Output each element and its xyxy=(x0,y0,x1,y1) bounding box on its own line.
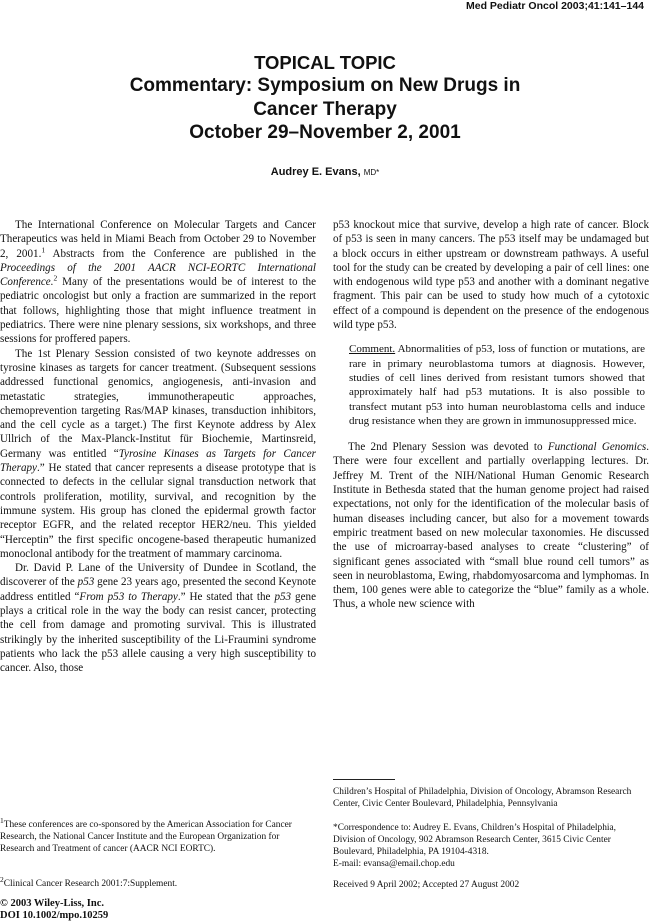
comment-label: Comment. xyxy=(349,343,396,356)
author-degree: MD* xyxy=(363,168,380,177)
copyright-line: © 2003 Wiley-Liss, Inc. xyxy=(0,898,105,909)
section-kicker: TOPICAL TOPIC xyxy=(254,52,396,73)
paragraph-second-plenary: The 2nd Plenary Session was devoted to Functional Genomics. There were four excellent and partially overlapping lectures. Dr. Jeffrey M. Trent of the NIH/National Human Genomic Research Institute in Bethesda stated that the human genome project had raised expectations, not only for the identification of the molecular basis of human diseases including cancer, but also for a movement towards empiric treatment based on new molecular taxonomies. He discussed the use of microarray-based analyses to create “clustering” of significant genes associated with “small blue round cell tumors” as seen in neuroblastoma, Ewing, rhabdomyosarcoma and lymphomas. In them, 100 genes were able to categorize the “blue” family as a whole. Thus, a whole new science with xyxy=(333,441,649,611)
copyright-block xyxy=(0,898,108,922)
paragraph-first-plenary: The 1st Plenary Session consisted of two keynote addresses on tyrosine kinases as targets for cancer treatment. (Subsequent sessions addressed functional genomics, angiogenesis, anti-invasion and metastatic strategies, immunotherapeutic approaches, chemoprevention targeting Ras/MAP kinases, transduction inhibitors, and the cell cycle as a target.) The first Keynote address by Alex Ullrich of the Max-Planck-Institut für Biochemie, Martinsreid, Germany was entitled “Tyrosine Kinases as Targets for Cancer Therapy.” He stated that cancer represents a disease prototype that is connected to defects in the cellular signal transduction network that controls proliferation, motility, survival, and recognition by the immune system. His group has cloned the epidermal growth factor receptor EGFR, and the related receptor HER2/neu. This yielded “Herceptin” the first specific oncogene-based therapeutic humanized monoclonal antibody for the treatment of mammary carcinoma. xyxy=(0,347,316,560)
paragraph-p53-keynote: Dr. David P. Lane of the University of Dundee in Scotland, the discoverer of the p53 gene 23 years ago, presented the second Keynote address entitled “From p53 to Therapy.” He stated that the p53 gene plays a critical role in the way the body can resist cancer, protecting the cell from damage and promoting survival. This is illustrated strikingly by the inherited susceptibility of the Li-Fraumini syndrome patients who lack the p53 allele causing a very high susceptibility to cancer. Also, those xyxy=(0,562,316,675)
correspondence-note: *Correspondence to: Audrey E. Evans, Children’s Hospital of Philadelphia, Division of Oncology, 902 Abramson Research Center, 3615 Civic Center Boulevard, Philadelphia, PA 19104-4318. E-mail: evansa@email.chop.edu xyxy=(333,822,649,870)
footnote-rule xyxy=(333,779,395,780)
title-line-2: Cancer Therapy xyxy=(253,98,397,120)
author-name: Audrey E. Evans, xyxy=(270,166,361,178)
footnote-2: $^2$Clinical Cancer Research 2001:7:Supplement. xyxy=(0,874,178,889)
doi-line: DOI 10.1002/mpo.10259 xyxy=(0,910,109,921)
email-address: E-mail: evansa@email.chop.edu xyxy=(333,859,455,869)
author-line xyxy=(0,166,650,178)
paragraph-p53-continued: p53 knockout mice that survive, develop a high rate of cancer. Block of p53 is seen in many cancers. The p53 itself may be undamaged but a block occurs in either upstream or downstream pathways. A useful tool for the study can be created by developing a pair of cell lines: one with endogenous wild type p53 and another with a dominant negative fragment. This pair can be used to study how much of a cytotoxic effect of a compound is dependent on the presence of the endogenous wild type p53. xyxy=(333,219,649,332)
journal-reference: Med Pediatr Oncol 2003;41:141–144 xyxy=(465,0,644,12)
left-column xyxy=(0,218,316,676)
footnote-1: $^1$These conferences are co-sponsored by the American Association for Cancer Research, the National Cancer Institute and the European Organization for Research and Treatment of cancer (AACR NCI EORTC). xyxy=(0,815,292,854)
affiliation-note: Children’s Hospital of Philadelphia, Division of Oncology, Abramson Research Center, Civic Center Boulevard, Philadelphia, Pennsylvania xyxy=(333,787,632,809)
title-line-3: October 29–November 2, 2001 xyxy=(189,122,461,143)
paragraph-intro: The International Conference on Molecular Targets and Cancer Therapeutics was held in Miami Beach from October 29 to November 2, 2001.$^1$ Abstracts from the Conference are published in the Proceedings of the 2001 AACR NCI-EORTC International Conference.$^2$ Many of the presentations would be of interest to the pediatric oncologist but only a fraction are summarized in the report that follows, highlighting those that might influence treatment in pediatrics. There were nine plenary sessions, six workshops, and three sessions for proffered papers. xyxy=(0,219,316,346)
article-title-block xyxy=(0,52,650,145)
comment-text: Abnormalities of p53, loss of function or mutations, are rare in primary neuroblastoma tumors at diagnosis. However, studies of cell lines derived from resistant tumors showed that approximately half had p53 mutations. It is also possible to transfect mutant p53 into human neuroblastoma cells and induce drug resistance when they are grown in immunosuppressed mice. xyxy=(349,343,645,427)
received-dates: Received 9 April 2002; Accepted 27 August 2002 xyxy=(333,880,520,890)
title-line-1: Commentary: Symposium on New Drugs in xyxy=(129,75,521,96)
comment-box xyxy=(349,342,649,428)
right-column xyxy=(333,218,649,612)
